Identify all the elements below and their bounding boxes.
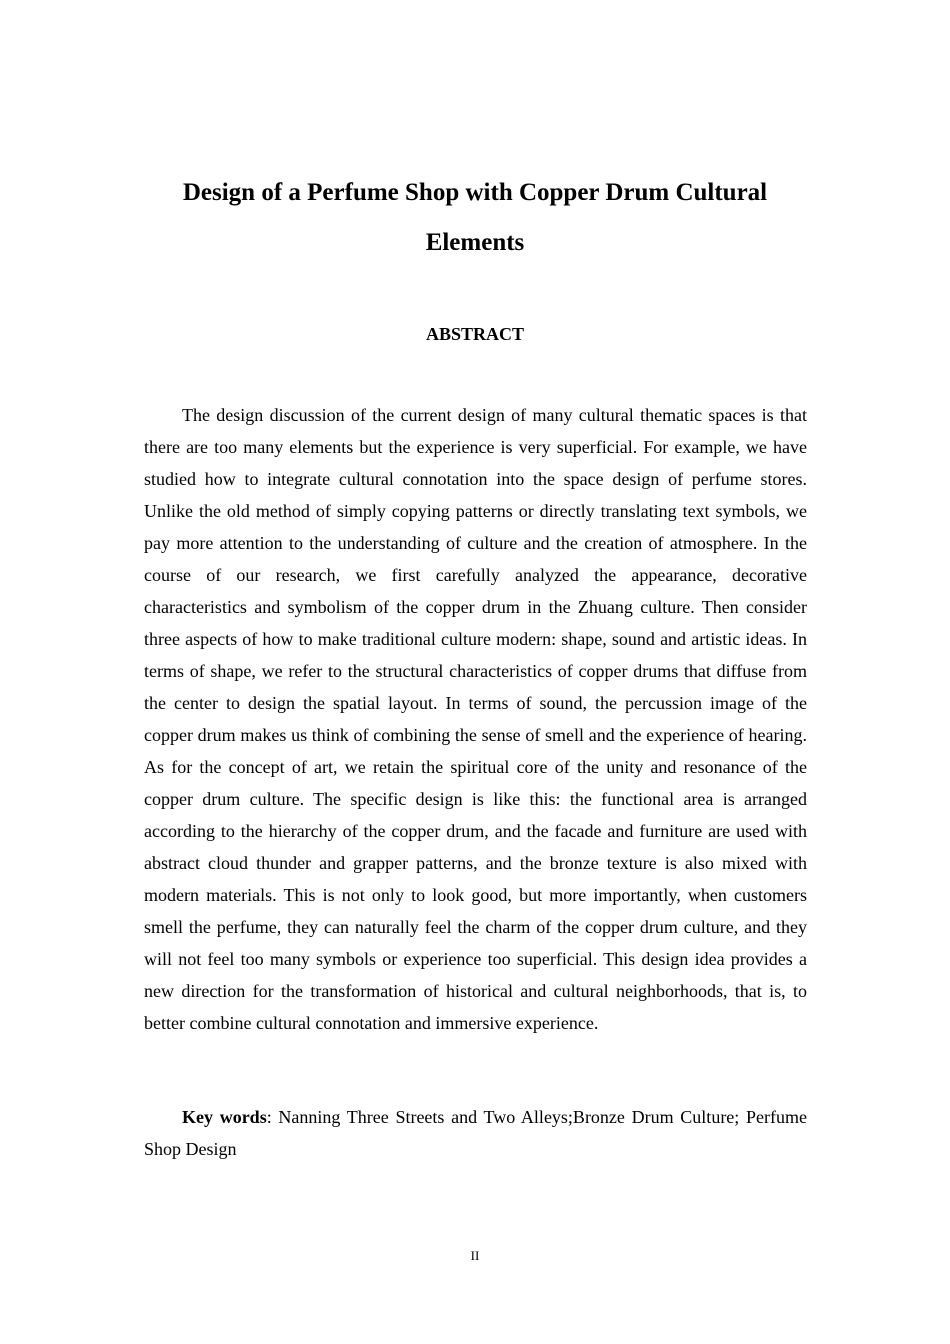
keywords-label: Key words <box>182 1107 267 1127</box>
abstract-body: The design discussion of the current design of many cultural thematic spaces is that there are too many elements but the experience is very superficial. For example, we have studied how to integrate cultural connotation into the space design of perfume stores. Unlike the old method of simply copying patterns or directly translating text symbols, we pay more attention to the understanding of culture and the creation of atmosphere. In the course of our research, we first carefully analyzed the appearance, decorative characteristics and symbolism of the copper drum in the Zhuang culture. Then consider three aspects of how to make traditional culture modern: shape, sound and artistic ideas. In terms of shape, we refer to the structural characteristics of copper drums that diffuse from the center to design the spatial layout. In terms of sound, the percussion image of the copper drum makes us think of combining the sense of smell and the experience of hearing. As for the concept of art, we retain the spiritual core of the unity and resonance of the copper drum culture. The specific design is like this: the functional area is arranged according to the hierarchy of the copper drum, and the facade and furniture are used with abstract cloud thunder and grapper patterns, and the bronze texture is also mixed with modern materials. This is not only to look good, but more importantly, when customers smell the perfume, they can naturally feel the charm of the copper drum culture, and they will not feel too many symbols or experience too superficial. This design idea provides a new direction for the transformation of historical and cultural neighborhoods, that is, to better combine cultural connotation and immersive experience. <box>144 405 807 1033</box>
page-number: II <box>470 1248 480 1263</box>
document-title: Design of a Perfume Shop with Copper Drum Cultural Elements <box>182 179 768 256</box>
keywords-separator: : <box>266 1107 279 1127</box>
keywords-paragraph <box>144 1101 807 1165</box>
abstract-heading: ABSTRACT <box>425 324 525 344</box>
keywords-text: Nanning Three Streets and Two Alleys;Bronze Drum Culture; Perfume Shop Design <box>144 1107 807 1159</box>
